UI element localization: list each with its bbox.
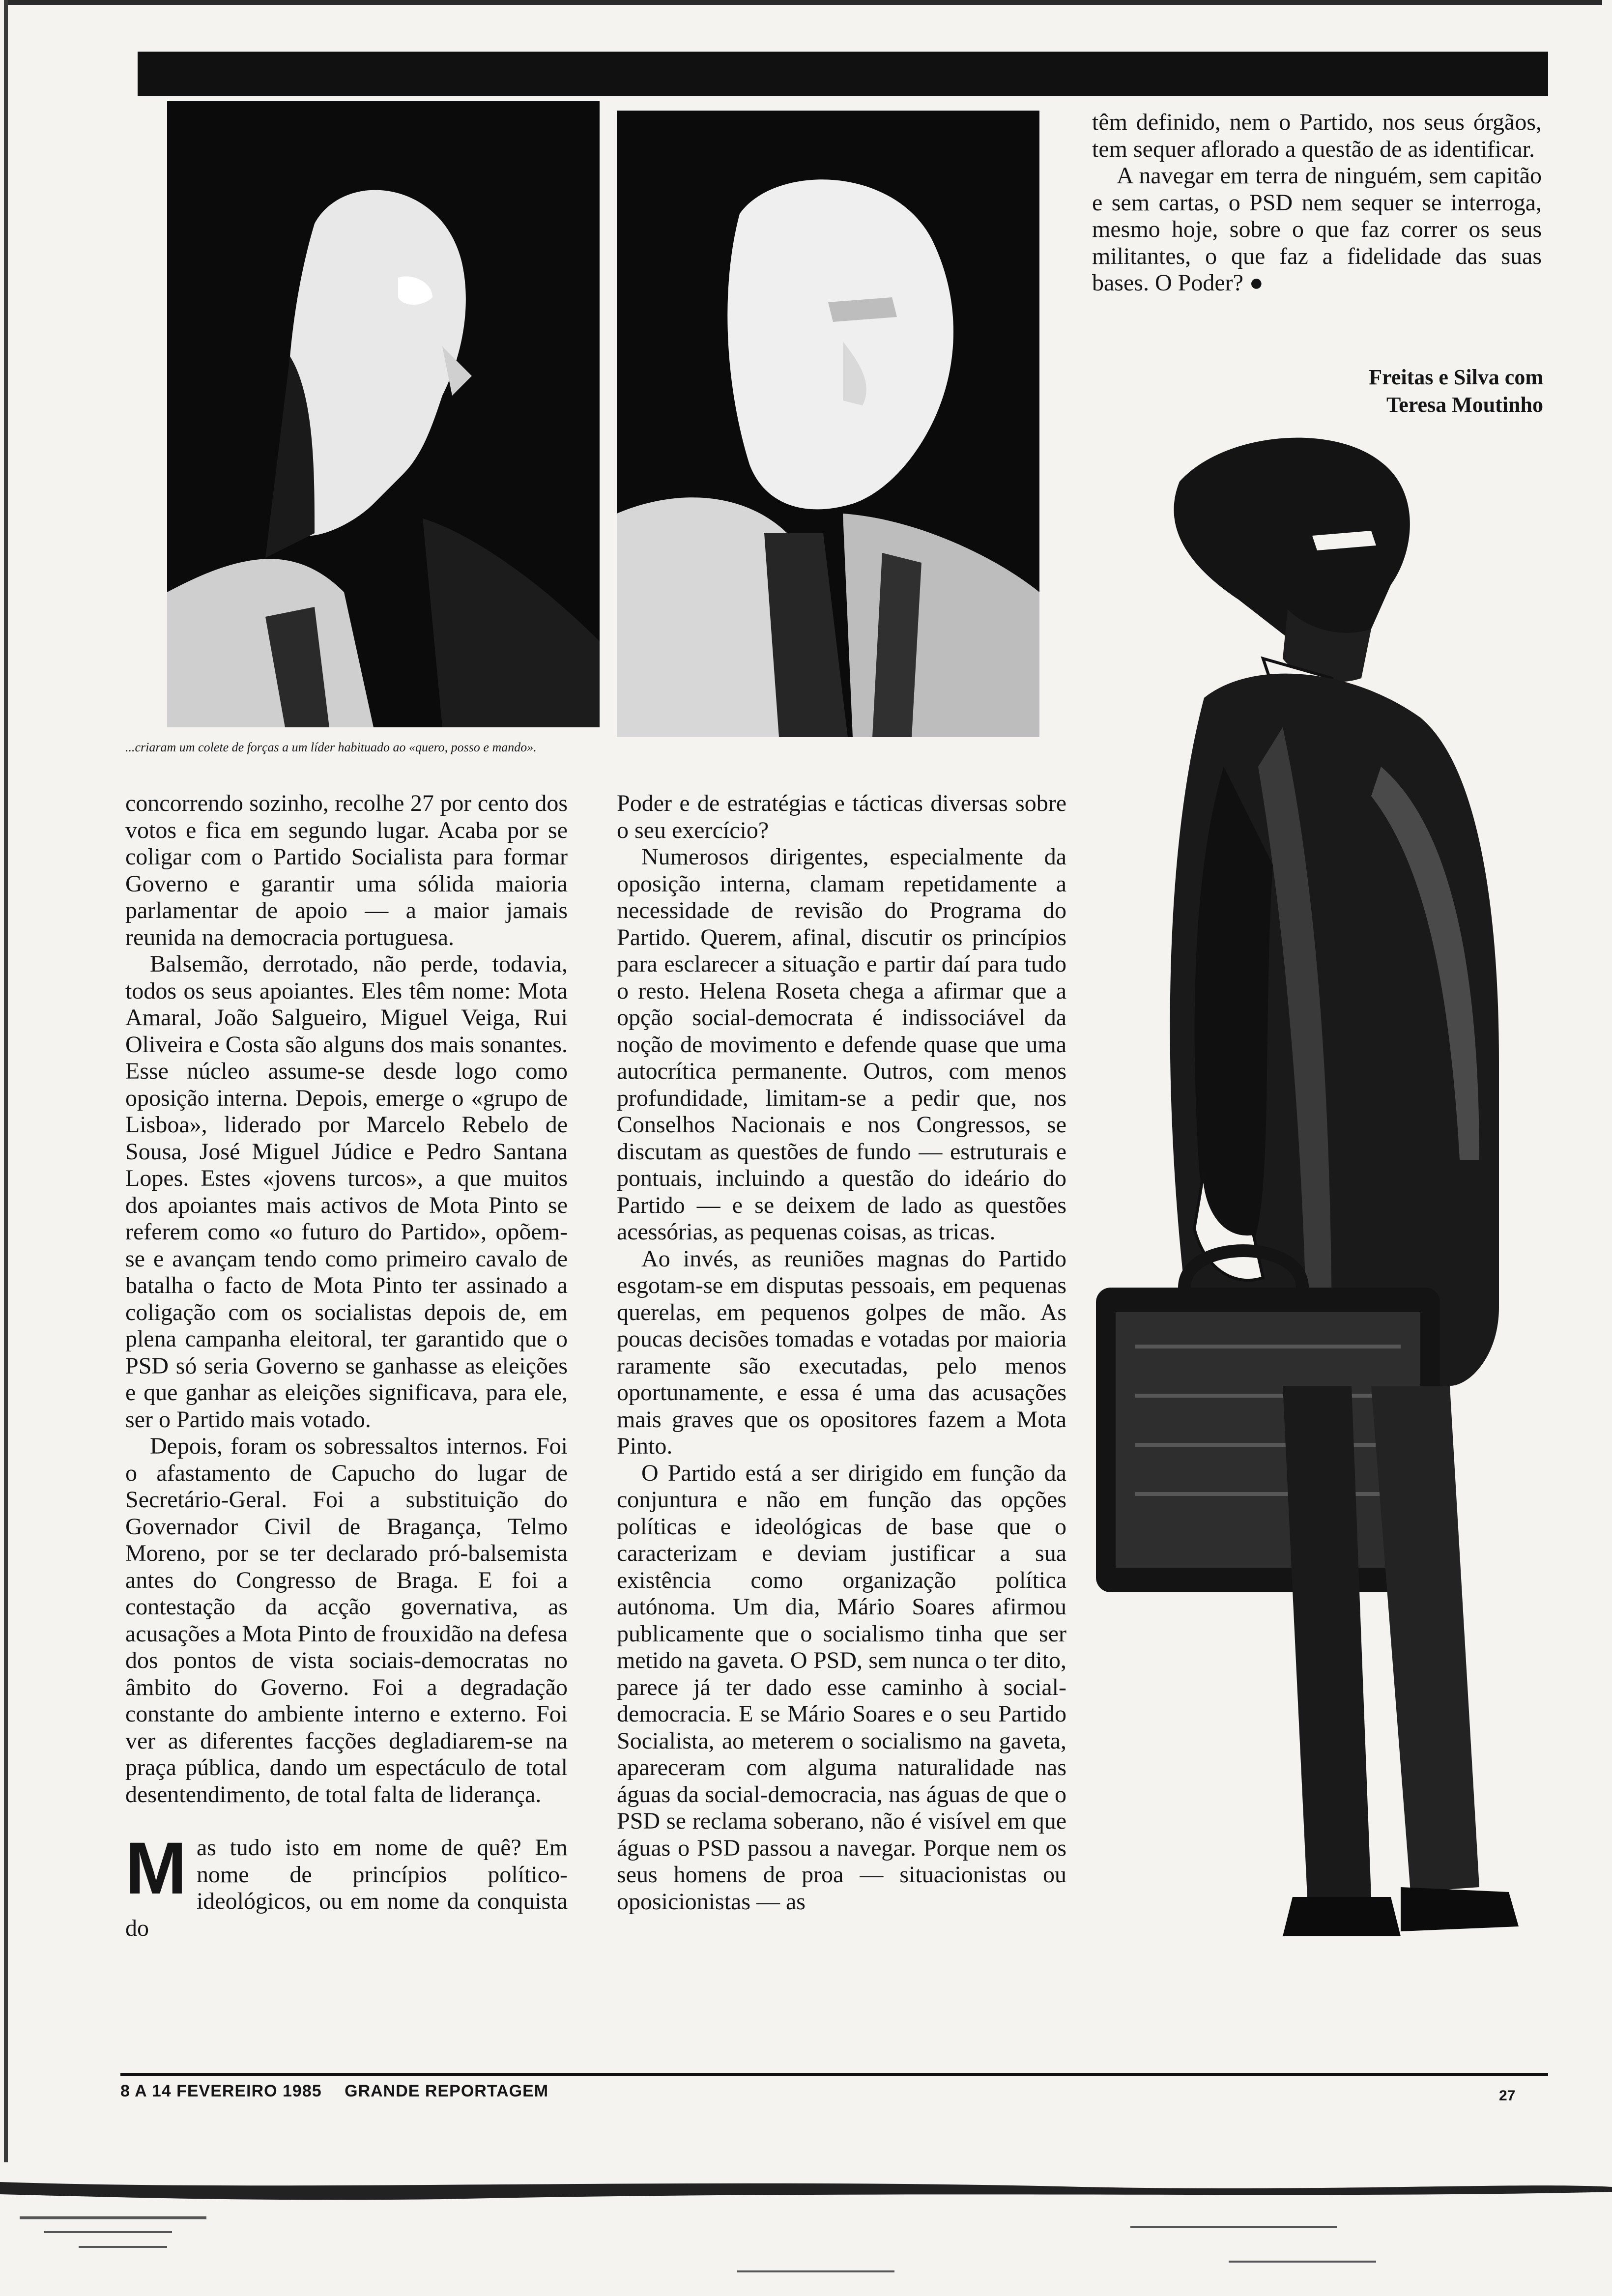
- article-column-2: [617, 790, 1066, 1915]
- page-edge-left: [4, 0, 8, 2162]
- paragraph: Ao invés, as reuniões magnas do Partido esgotam-se em disputas pessoais, em pequenas querelas, em pequenos golpes de mão. As poucas decisões tomadas e votadas por maioria raramente são executadas, pelo menos oportunamente, e essa é uma das acusações mais graves que os opositores fazem a Mota Pinto.: [617, 1245, 1066, 1459]
- paragraph: Poder e de estratégias e tácticas diversas sobre o seu exercício?: [617, 790, 1066, 843]
- author-line-2: Teresa Moutinho: [1386, 393, 1543, 417]
- dropcap-letter: M: [125, 1827, 187, 1909]
- briefcase-man-image: [1076, 423, 1612, 2005]
- paragraph: têm definido, nem o Partido, nos seus órgãos, tem sequer aflorado a questão de as identificar.: [1092, 109, 1542, 162]
- man-with-briefcase-illustration: [1076, 423, 1612, 2005]
- portrait-photo-left: [167, 101, 600, 727]
- paragraph: Depois, foram os sobressaltos internos. Foi o afastamento de Capucho do lugar de Secretário-Geral. Foi a substituição do Governador Civil de Bragança, Telmo Moreno, por se ter declarado pró-balsemista antes do Congresso de Braga. E foi a contestação da acção governativa, as acusações a Mota Pinto de frouxidão na defesa dos pontos de vista sociais-democratas no âmbito do Governo. Foi a degradação constante do ambiente interno e externo. Foi ver as diferentes facções degladiarem-se na praça pública, dando um espectáculo de total desentendimento, de total falta de liderança.: [125, 1433, 568, 1808]
- paragraph: Balsemão, derrotado, não perde, todavia, todos os seus apoiantes. Eles têm nome: Mota Amaral, João Salgueiro, Miguel Veiga, Rui Oliveira e Costa são alguns dos mais sonantes. Esse núcleo assume-se desde logo como oposição interna. Depois, emerge o «grupo de Lisboa», liderado por Marcelo Rebelo de Sousa, José Miguel Júdice e Pedro Santana Lopes. Estes «jovens turcos», a que muitos dos apoiantes mais activos de Mota Pinto se referem como «o futuro do Partido», opõem-se e avançam tendo como primeiro cavalo de batalha o facto de Mota Pinto ter assinado a coligação com os socialistas depois de, em plena campanha eleitoral, ter garantido que o PSD só seria Governo se ganhasse as eleições e que ganhar as eleições significava, para ele, ser o Partido mais votado.: [125, 951, 568, 1433]
- photo-caption: ...criaram um colete de forças a um líder habituado ao «quero, posso e mando».: [125, 740, 537, 754]
- portrait-right-image: [617, 111, 1039, 737]
- article-column-3: [1092, 109, 1542, 297]
- portrait-photo-right: [617, 111, 1039, 737]
- paragraph: Numerosos dirigentes, especialmente da oposição interna, clamam repetidamente a necessidade de revisão do Programa do Partido. Querem, afinal, discutir os princípios para esclarecer a situação e partir daí para tudo o resto. Helena Roseta chega a afirmar que a opção social-democrata é indissociável da noção de movimento e defende quase que uma autocrítica permanente. Outros, com menos profundidade, limitam-se a pedir que, nos Conselhos Nacionais e nos Congressos, se discutam as questões de fundo — estruturais e pontuais, incluindo a questão do ideário do Partido — e se deixem de lado as questões acessórias, as pequenas coisas, as tricas.: [617, 844, 1066, 1245]
- portrait-left-image: [167, 101, 600, 727]
- article-column-1: [125, 790, 568, 1942]
- author-byline: [1243, 364, 1543, 419]
- author-line-1: Freitas e Silva com: [1369, 365, 1543, 389]
- paragraph: O Partido está a ser dirigido em função da conjuntura e não em função das opções políticas e ideológicas de base que o caracterizam e deviam justificar a sua existência como organização política autónoma. Um dia, Mário Soares afirmou publicamente que o socialismo tinha que ser metido na gaveta. O PSD, sem nunca o ter dito, parece já ter dado esse caminho à social-democracia. E se Mário Soares e o seu Partido Socialista, ao meterem o socialismo na gaveta, apareceram com alguma naturalidade nas águas da social-democracia, nas águas de que o PSD se reclama soberano, não é visível em que águas o PSD passou a navegar. Porque nem os seus homens de proa — situacionistas ou oposicionistas — as: [617, 1460, 1066, 1915]
- page-edge-top: [5, 0, 1602, 5]
- page-number: 27: [1499, 2088, 1516, 2104]
- dropcap-paragraph: [125, 1827, 568, 1942]
- header-black-bar: [138, 52, 1548, 96]
- scan-noise-graphic: [0, 2172, 1612, 2296]
- dropcap-paragraph-text: as tudo isto em nome de quê? Em nome de princípios político-ideológicos, ou em nome da conquista do: [125, 1835, 568, 1941]
- scan-noise: [0, 2172, 1612, 2296]
- paragraph: concorrendo sozinho, recolhe 27 por cento dos votos e fica em segundo lugar. Acaba por se coligar com o Partido Socialista para formar Governo e garantir uma sólida maioria parlamentar de apoio — a maior jamais reunida na democracia portuguesa.: [125, 790, 568, 950]
- issue-date: 8 A 14 FEVEREIRO 1985: [120, 2082, 322, 2100]
- footer-publication-info: [120, 2082, 566, 2101]
- footer-rule: [120, 2073, 1548, 2076]
- paragraph: A navegar em terra de ninguém, sem capitão e sem cartas, o PSD nem sequer se interroga, mesmo hoje, sobre o que faz correr os seus militantes, o que faz a fidelidade das suas bases. O Poder? ●: [1092, 163, 1542, 296]
- publication-name: GRANDE REPORTAGEM: [345, 2082, 549, 2100]
